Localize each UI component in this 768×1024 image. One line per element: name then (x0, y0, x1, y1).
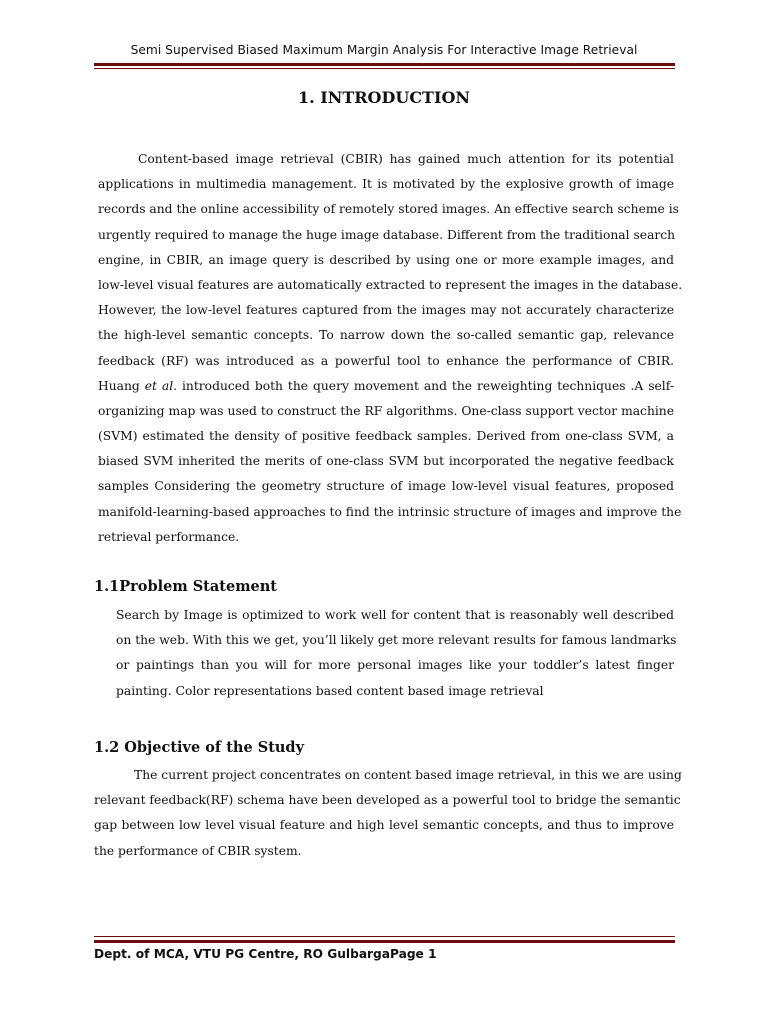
intro-line: samples Considering the geometry structure of image low-level visual features, proposed (98, 479, 674, 494)
intro-line: low-level visual features are automatically extracted to represent the images in the database. (98, 277, 683, 292)
problem-line: or paintings than you will for more personal images like your toddler’s latest finger (116, 658, 674, 673)
objective-line: relevant feedback(RF) schema have been developed as a powerful tool to bridge the semantic (94, 793, 681, 808)
section-title: 1. INTRODUCTION (297, 88, 471, 107)
intro-line: organizing map was used to construct the RF algorithms. One-class support vector machine (98, 403, 674, 418)
objective-heading: 1.2 Objective of the Study (94, 739, 304, 756)
problem-paragraph (116, 603, 677, 704)
problem-line: painting. Color representations based content based image retrieval (116, 683, 544, 698)
footer-rule-thick (94, 940, 675, 943)
objective-line: the performance of CBIR system. (94, 843, 302, 858)
objective-paragraph (94, 763, 682, 864)
intro-paragraph (98, 147, 683, 550)
intro-line: urgently required to manage the huge image database. Different from the traditional search (98, 227, 676, 242)
intro-line: records and the online accessibility of remotely stored images. An effective search scheme is (98, 202, 679, 217)
running-header: Semi Supervised Biased Maximum Margin Analysis For Interactive Image Retrieval (130, 43, 638, 57)
objective-line: The current project concentrates on content based image retrieval, in this we are using (134, 768, 682, 782)
objective-line: gap between low level visual feature and high level semantic concepts, and thus to improve (94, 818, 674, 833)
intro-line: the high-level semantic concepts. To narrow down the so-called semantic gap, relevance (98, 328, 674, 343)
citation-rest: introduced both the query movement and the reweighting techniques .A self- (177, 378, 674, 393)
intro-line: However, the low-level features captured from the images may not accurately characterize (98, 303, 674, 318)
citation-et-al: et al. (144, 378, 178, 393)
page-footer: Dept. of MCA, VTU PG Centre, RO GulbargaPage 1 (94, 947, 437, 961)
intro-line: manifold-learning-based approaches to find the intrinsic structure of images and improve the (98, 504, 682, 519)
citation-author: Huang (98, 378, 145, 393)
problem-line: on the web. With this we get, you’ll likely get more relevant results for famous landmarks (116, 633, 677, 648)
problem-heading: 1.1Problem Statement (94, 578, 277, 595)
header-rule-thin (94, 68, 675, 69)
intro-line: Content-based image retrieval (CBIR) has gained much attention for its potential (138, 152, 674, 166)
intro-line: engine, in CBIR, an image query is described by using one or more example images, and (98, 252, 674, 267)
header-rule-thick (94, 63, 675, 66)
problem-line: Search by Image is optimized to work well for content that is reasonably well described (116, 608, 674, 622)
footer-rule-thin (94, 936, 675, 937)
intro-line: feedback (RF) was introduced as a powerful tool to enhance the performance of CBIR. (98, 353, 674, 368)
intro-line: (SVM) estimated the density of positive feedback samples. Derived from one-class SVM, a (98, 429, 674, 444)
intro-line: applications in multimedia management. It is motivated by the explosive growth of image (98, 177, 674, 192)
intro-line: retrieval performance. (98, 529, 240, 544)
intro-line: biased SVM inherited the merits of one-class SVM but incorporated the negative feedback (98, 454, 674, 469)
intro-line-with-citation (98, 374, 674, 399)
